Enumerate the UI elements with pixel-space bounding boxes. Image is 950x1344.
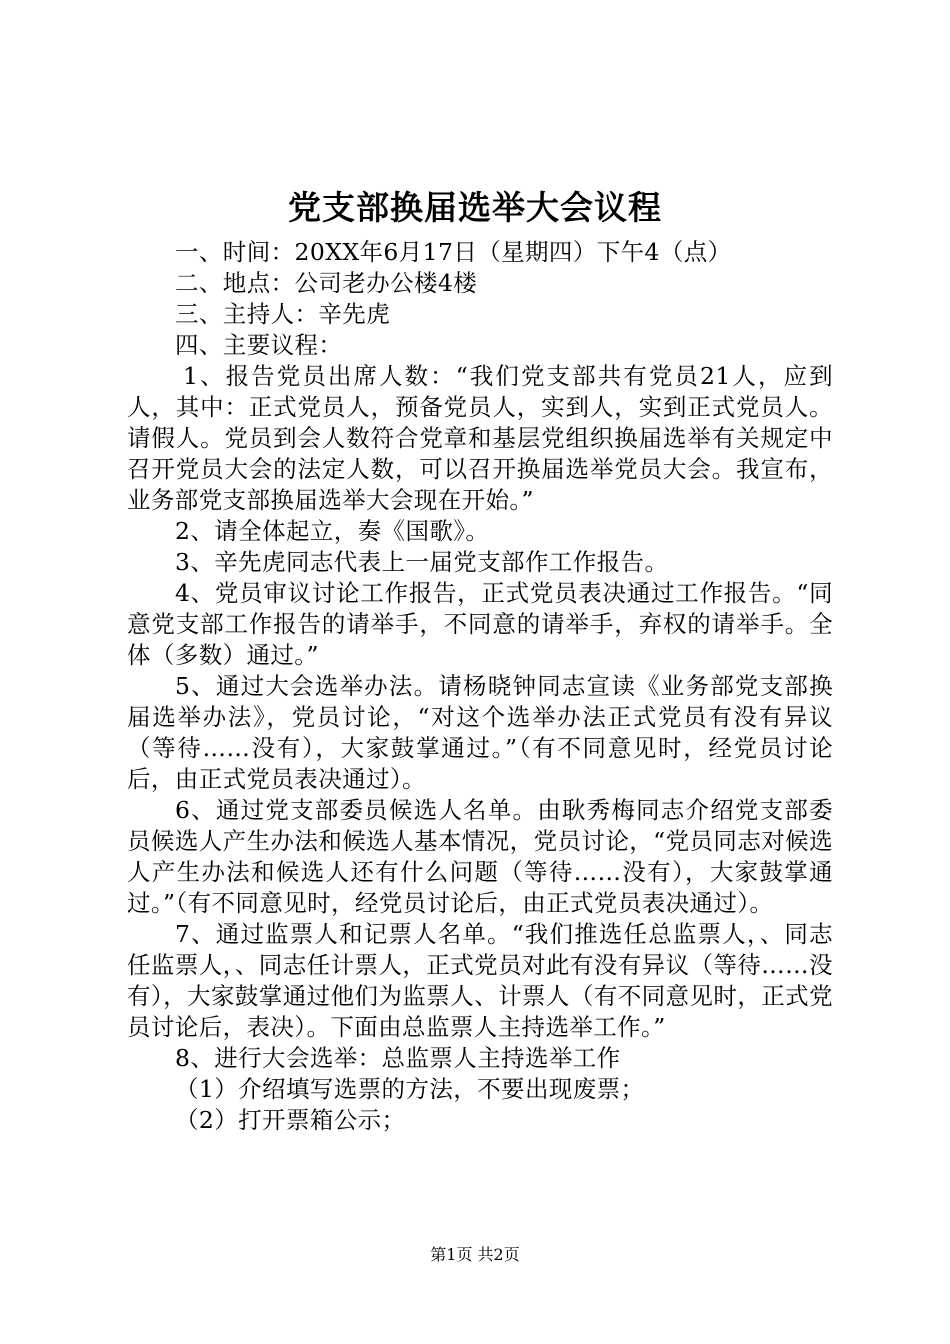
paragraph-item-3: 3、辛先虎同志代表上一届党支部作工作报告。: [175, 548, 669, 576]
paragraph-time: 一、时间：20XX年6月17日（星期四）下午4（点）: [175, 238, 732, 266]
page-number-footer: 第1页 共2页: [430, 1245, 520, 1264]
document-title: 党支部换届选举大会议程: [288, 188, 662, 227]
document-body: [127, 237, 833, 1136]
paragraph-agenda-heading: 四、主要议程：: [175, 331, 343, 359]
paragraph-location: 二、地点：公司老办公楼4楼: [175, 269, 478, 297]
paragraph-item-6: 6、通过党支部委员候选人名单。由耿秀梅同志介绍党支部委员候选人产生办法和候选人基本情况，党员讨论，“党员同志对候选人产生办法和候选人还有什么问题（等待……没有），大家鼓掌通过。”（有不同意见时，经党员讨论后，由正式党员表决通过）。: [127, 796, 833, 917]
paragraph-item-2: 2、请全体起立，奏《国歌》。: [175, 517, 490, 545]
paragraph-item-4: 4、党员审议讨论工作报告，正式党员表决通过工作报告。“同意党支部工作报告的请举手，不同意的请举手，弃权的请举手。全体（多数）通过。”: [127, 579, 833, 669]
paragraph-subitem-1: （1）介绍填写选票的方法，不要出现废票；: [175, 1075, 645, 1103]
paragraph-subitem-2: （2）打开票箱公示；: [175, 1106, 406, 1134]
paragraph-item-8: 8、进行大会选举：总监票人主持选举工作: [175, 1044, 621, 1072]
paragraph-host: 三、主持人：辛先虎: [175, 300, 391, 328]
paragraph-item-5: 5、通过大会选举办法。请杨晓钟同志宣读《业务部党支部换届选举办法》，党员讨论，“对这个选举办法正式党员有没有异议（等待……没有），大家鼓掌通过。”（有不同意见时，经党员讨论后，由正式党员表决通过）。: [127, 672, 833, 793]
paragraph-item-7: 7、通过监票人和记票人名单。“我们推选任总监票人，、同志任监票人，、同志任计票人，正式党员对此有没有异议（等待……没有），大家鼓掌通过他们为监票人、计票人（有不同意见时，正式党员讨论后，表决）。下面由总监票人主持选举工作。”: [127, 920, 833, 1041]
paragraph-item-1: 1、报告党员出席人数：“我们党支部共有党员21人，应到人，其中：正式党员人，预备党员人，实到人，实到正式党员人。请假人。党员到会人数符合党章和基层党组织换届选举有关规定中召开党员大会的法定人数，可以召开换届选举党员大会。我宣布，业务部党支部换届选举大会现在开始。”: [127, 362, 833, 514]
